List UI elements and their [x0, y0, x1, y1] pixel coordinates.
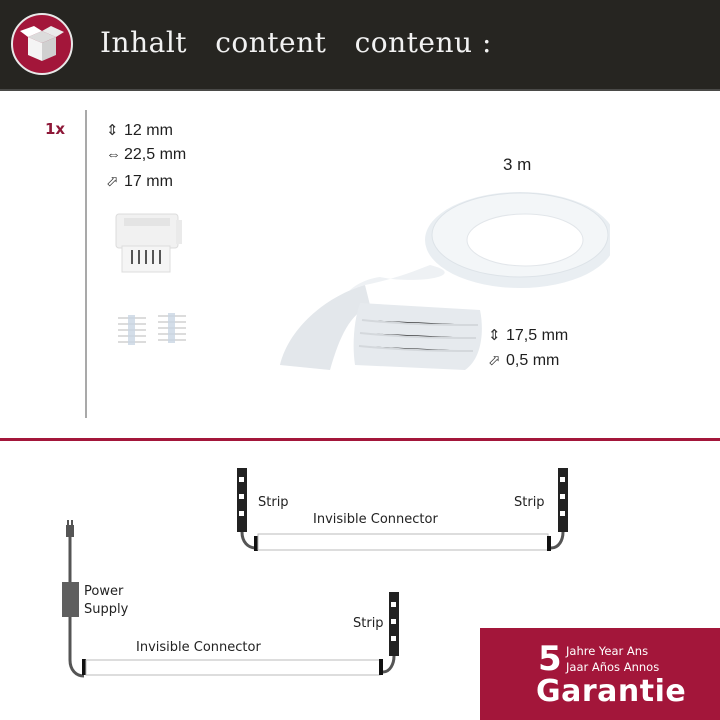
top-right-strip-label: Strip — [514, 495, 545, 510]
power-supply-label-1: Power — [84, 584, 124, 599]
pin-connectors-image — [114, 312, 194, 352]
quantity-label: 1x — [45, 120, 66, 138]
height-arrow-icon: ⇕ — [106, 122, 119, 139]
width-arrow-icon: ⇔ — [106, 146, 121, 163]
depth-arrow-icon: ⬀ — [106, 173, 119, 190]
power-supply-label-2: Supply — [84, 602, 129, 617]
strip-depth: ⬀ 0,5 mm — [488, 352, 560, 369]
warranty-line-2: Jaar Años Annos — [566, 660, 660, 674]
strip-height: ⇕ 17,5 mm — [488, 327, 569, 344]
vertical-divider — [85, 110, 87, 418]
warranty-word: Garantie — [536, 674, 687, 709]
page-title: Inhalt content contenu : — [100, 26, 492, 59]
height-arrow-icon: ⇕ — [488, 327, 501, 344]
warranty-badge — [480, 628, 720, 720]
depth-arrow-icon: ⬀ — [488, 352, 501, 369]
content-badge — [11, 13, 73, 75]
connector-height: ⇕ 12 mm — [106, 122, 173, 139]
header-bar — [0, 0, 720, 91]
bottom-connector-label: Invisible Connector — [136, 640, 261, 655]
warranty-years: 5 — [538, 639, 562, 679]
connector-image — [110, 210, 190, 280]
connector-depth: ⬀ 17 mm — [106, 173, 173, 190]
section-divider — [0, 438, 720, 441]
connector-width: ⇔ 22,5 mm — [106, 146, 187, 163]
bottom-strip-label: Strip — [353, 616, 384, 631]
open-box-icon — [13, 15, 71, 73]
top-left-strip-label: Strip — [258, 495, 289, 510]
strip-length: 3 m — [503, 155, 532, 174]
top-connector-label: Invisible Connector — [313, 512, 438, 527]
warranty-line-1: Jahre Year Ans — [566, 644, 649, 658]
